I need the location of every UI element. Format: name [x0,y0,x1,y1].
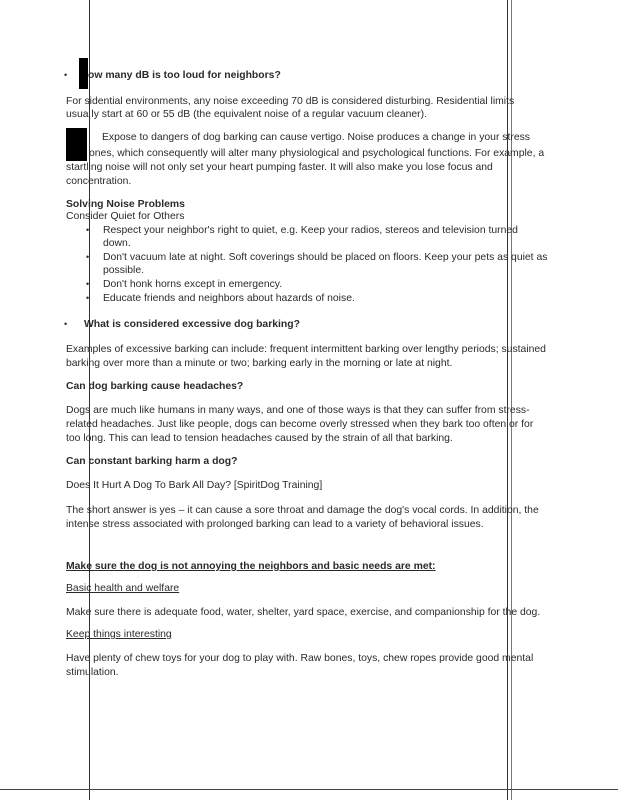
list-item: Don't honk horns except in emergency. [103,279,283,290]
paragraph-line: usua ly start at 60 or 55 dB (the equivalent noise of a regular vacuum cleaner). [66,109,427,120]
redaction-mark [79,58,88,89]
subheading: Basic health and welfare [66,583,180,594]
paragraph-line: too long. This can lead to tension headaches caused by the strain of all that barking. [66,433,453,444]
paragraph-line: barking over more than a minute or two; barking early in the morning or late at night. [66,358,453,369]
paragraph-line: Make sure there is adequate food, water, shelter, yard space, exercise, and companionship for the dog. [66,607,541,618]
paragraph-line: Dogs are much like humans in many ways, and one of those ways is that they can suffer from stress- [66,405,530,416]
redaction-mark [66,128,87,161]
paragraph-line: startling noise will not only set your heart pumping faster. It will also make you lose focus and [66,162,493,173]
paragraph-line: intense stress associated with prolonged barking can lead to a variety of behavioral issues. [66,519,484,530]
paragraph-line: ones, which consequently will alter many physiological and psychological functions. For example, a [89,148,545,159]
bullet-icon: • [64,70,68,80]
paragraph-line: Expose to dangers of dog barking can cause vertigo. Noise produces a change in your stress [102,132,530,143]
paragraph-line: related headaches. Just like people, dogs can become overly stressed when they bark too often or for [66,419,534,430]
list-item: Respect your neighbor's right to quiet, e.g. Keep your radios, stereos and television turned [103,225,518,236]
scan-line-right-secondary [511,0,512,800]
bullet-icon: • [86,252,90,262]
section-heading: Can dog barking cause headaches? [66,381,244,392]
section-heading: What is considered excessive dog barking? [84,319,300,330]
section-heading: Can constant barking harm a dog? [66,456,238,467]
paragraph-line: Examples of excessive barking can include: frequent intermittent barking over lengthy periods; sustained [66,344,546,355]
subheading: Keep things interesting [66,629,172,640]
section-heading: ow many dB is too loud for neighbors? [88,70,281,81]
list-item: down. [103,238,131,249]
paragraph-line: concentration. [66,176,132,187]
scan-line-right [507,0,508,800]
list-item: possible. [103,265,145,276]
bullet-icon: • [86,225,90,235]
paragraph-line: For sidential environments, any noise exceeding 70 dB is considered disturbing. Residential limits [66,96,515,107]
subheading: Consider Quiet for Others [66,211,185,222]
section-heading: Make sure the dog is not annoying the neighbors and basic needs are met: [66,561,436,572]
section-heading: Solving Noise Problems [66,199,185,210]
paragraph-line: The short answer is yes – it can cause a sore throat and damage the dog's vocal cords. In addition, the [66,505,539,516]
bullet-icon: • [86,293,90,303]
list-item: Don't vacuum late at night. Soft coverings should be placed on floors. Keep your pets as quiet as [103,252,548,263]
paragraph-line: stimulation. [66,667,119,678]
bullet-icon: • [64,319,68,329]
paragraph-line: Have plenty of chew toys for your dog to play with. Raw bones, toys, chew ropes provide good mental [66,653,534,664]
list-item: Educate friends and neighbors about hazards of noise. [103,293,355,304]
source-citation: Does It Hurt A Dog To Bark All Day? [SpiritDog Training] [66,480,323,491]
scan-line-bottom [0,789,618,790]
bullet-icon: • [86,279,90,289]
